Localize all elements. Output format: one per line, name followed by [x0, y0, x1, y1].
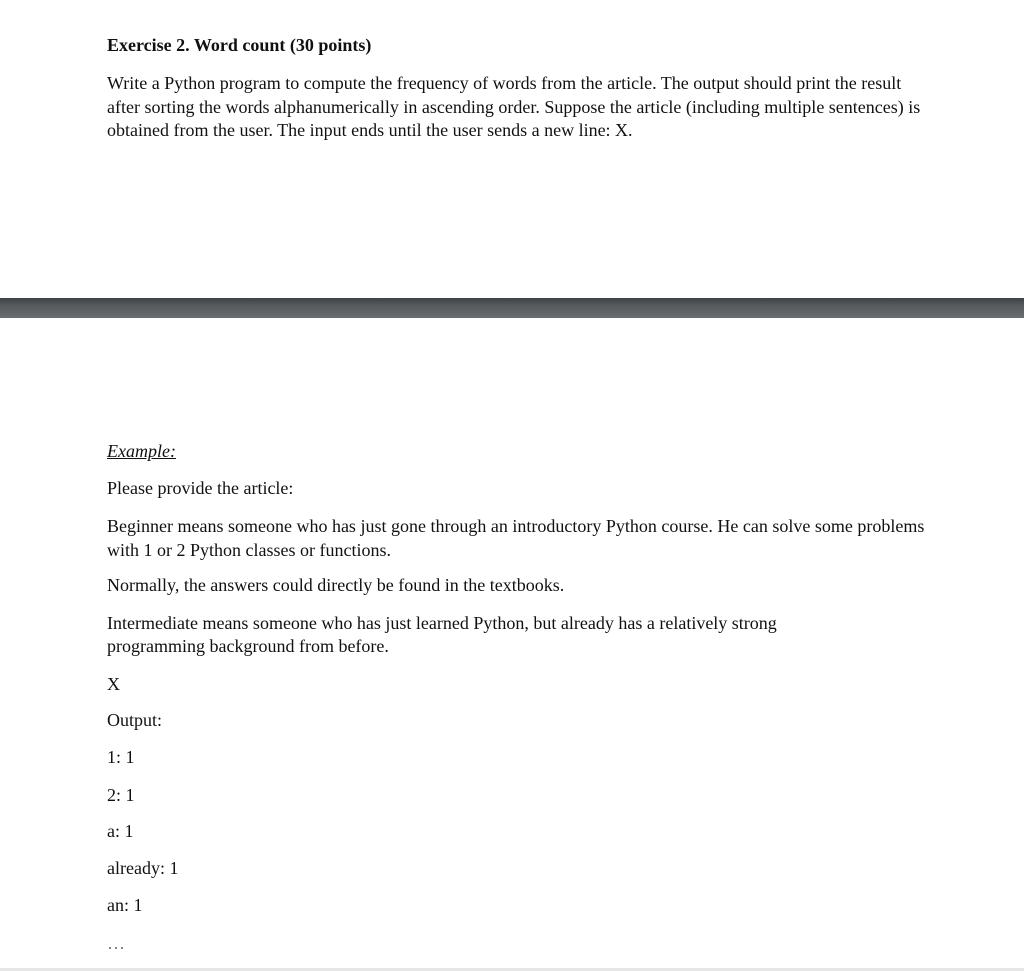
example-label: Example: — [107, 441, 176, 461]
exercise-description: Write a Python program to compute the frequency of words from the article. The output should print the result after sorting the words alphanumerically in ascending order. Suppose the article (including multiple sentences) is obtained from the user. The input ends until the user sends a new line: X. — [107, 73, 921, 140]
page-separator — [0, 298, 1024, 318]
output-label: Output: — [107, 710, 163, 730]
output-line: an: 1 — [107, 895, 143, 915]
article-prompt: Please provide the article: — [107, 478, 294, 498]
output-line: already: 1 — [107, 858, 179, 878]
output-line: a: 1 — [107, 821, 134, 841]
document-page-1 — [0, 0, 1024, 298]
article-paragraph-3: Intermediate means someone who has just learned Python, but already has a relatively strong programming background from before. — [107, 613, 777, 656]
output-line: 1: 1 — [107, 747, 135, 767]
output-line: 2: 1 — [107, 785, 135, 805]
article-paragraph-1: Beginner means someone who has just gone through an introductory Python course. He can solve some problems with 1 or 2 Python classes or functions. — [107, 516, 925, 560]
article-paragraph-2: Normally, the answers could directly be found in the textbooks. — [107, 575, 565, 595]
output-ellipsis: … — [107, 933, 125, 953]
input-terminator: X — [107, 674, 120, 694]
exercise-title: Exercise 2. Word count (30 points) — [107, 35, 372, 55]
